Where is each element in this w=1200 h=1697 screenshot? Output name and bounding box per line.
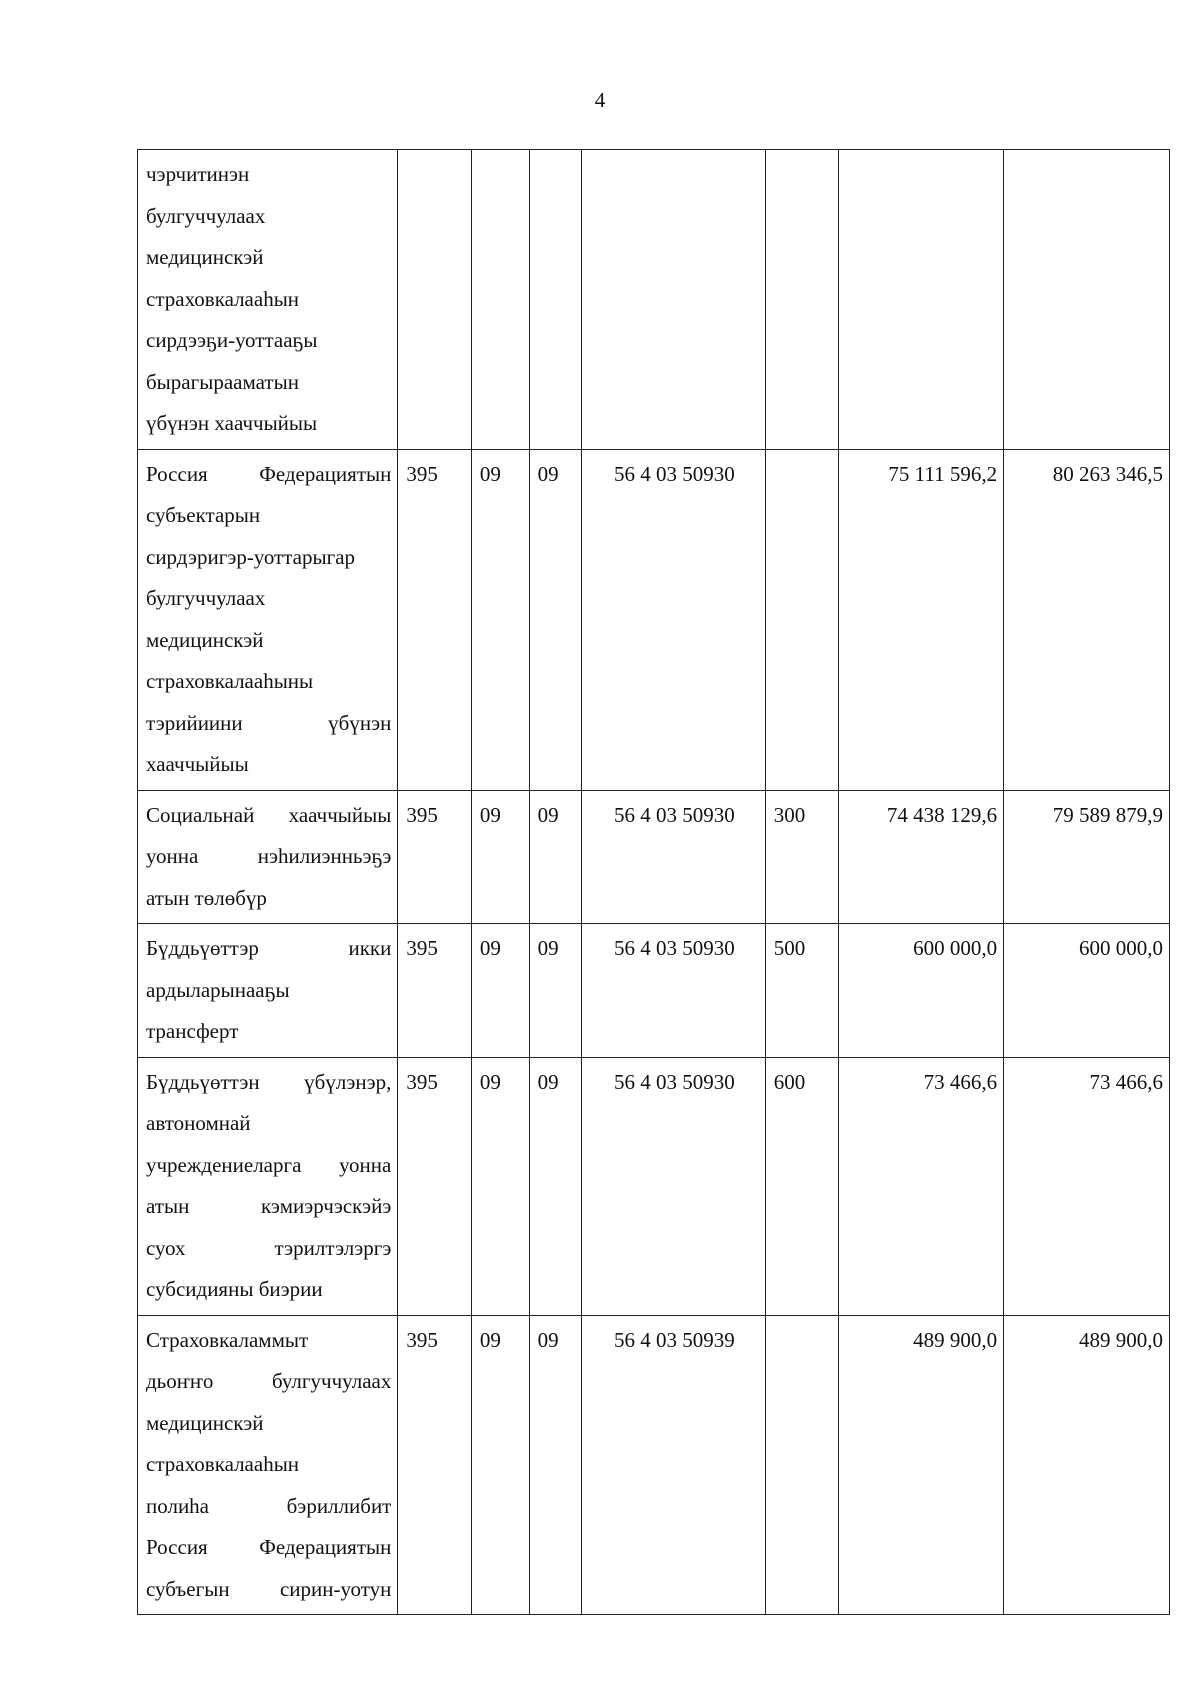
- row-description: [138, 790, 398, 924]
- description-line: бырагырааматын: [146, 369, 299, 394]
- amount-year-1: 489 900,0: [839, 1315, 1004, 1615]
- target-article-code: 56 4 03 50930: [582, 924, 766, 1058]
- budget-table: [137, 149, 1170, 1615]
- page-number: 4: [594, 88, 606, 112]
- description-line: сирдээҕи-уоттааҕы: [146, 328, 318, 352]
- description-line: медицинскэй: [146, 627, 264, 652]
- description-line: үбүнэн хааччыйыы: [146, 411, 318, 435]
- description-line: атын кэмиэрчэскэйэ: [146, 1194, 392, 1218]
- description-line: страховкалааһыны: [146, 669, 314, 693]
- description-line: ардыларынааҕы: [146, 977, 290, 1002]
- table-row: [138, 924, 1170, 1058]
- table-body: [138, 150, 1170, 1615]
- description-line: страховкалааһын: [146, 286, 300, 311]
- target-article-code: 56 4 03 50930: [582, 790, 766, 924]
- description-line: медицинскэй: [146, 245, 264, 269]
- table-row: [138, 449, 1170, 790]
- target-article-code: [582, 150, 766, 450]
- section-code: 09: [471, 449, 529, 790]
- row-description: [138, 150, 398, 450]
- description-line: тэрийиини үбүнэн: [146, 710, 392, 735]
- expense-type-code: 300: [765, 790, 838, 924]
- gr-code: [398, 150, 471, 450]
- description-line: автономнай: [146, 1111, 251, 1135]
- description-line: хааччыйыы: [146, 752, 249, 776]
- expense-type-code: 500: [765, 924, 838, 1058]
- target-article-code: 56 4 03 50930: [582, 449, 766, 790]
- amount-year-1: 74 438 129,6: [839, 790, 1004, 924]
- table-row: [138, 150, 1170, 450]
- gr-code: 395: [398, 924, 471, 1058]
- section-code: [471, 150, 529, 450]
- amount-year-1: 75 111 596,2: [839, 449, 1004, 790]
- gr-code: 395: [398, 790, 471, 924]
- subsection-code: 09: [529, 1057, 581, 1315]
- description-line: дьоҥҥо булгуччулаах: [146, 1369, 392, 1393]
- row-description: [138, 1315, 398, 1615]
- target-article-code: 56 4 03 50939: [582, 1315, 766, 1615]
- description-line: уонна нэһилиэнньэҕэ: [146, 844, 392, 868]
- subsection-code: [529, 150, 581, 450]
- subsection-code: 09: [529, 790, 581, 924]
- subsection-code: 09: [529, 924, 581, 1058]
- amount-year-2: 600 000,0: [1004, 924, 1170, 1058]
- row-description: [138, 924, 398, 1058]
- description-line: субъектарын: [146, 503, 261, 527]
- target-article-code: 56 4 03 50930: [582, 1057, 766, 1315]
- expense-type-code: [765, 1315, 838, 1615]
- gr-code: 395: [398, 1057, 471, 1315]
- amount-year-2: [1004, 150, 1170, 450]
- amount-year-1: [839, 150, 1004, 450]
- row-description: [138, 449, 398, 790]
- section-code: 09: [471, 924, 529, 1058]
- amount-year-2: 73 466,6: [1004, 1057, 1170, 1315]
- description-line: трансферт: [146, 1019, 239, 1043]
- amount-year-2: 80 263 346,5: [1004, 449, 1170, 790]
- expense-type-code: 600: [765, 1057, 838, 1315]
- description-line: Россия Федерациятын: [146, 1535, 392, 1559]
- amount-year-2: 489 900,0: [1004, 1315, 1170, 1615]
- expense-type-code: [765, 449, 838, 790]
- expense-type-code: [765, 150, 838, 450]
- gr-code: 395: [398, 449, 471, 790]
- description-line: булгуччулаах: [146, 586, 266, 610]
- description-line: Страховкаламмыт: [146, 1327, 309, 1352]
- description-line: медицинскэй: [146, 1410, 264, 1435]
- description-line: суох тэрилтэлэргэ: [146, 1235, 392, 1260]
- subsection-code: 09: [529, 1315, 581, 1615]
- table-row: [138, 1315, 1170, 1615]
- description-line: страховкалааһын: [146, 1452, 300, 1476]
- row-description: [138, 1057, 398, 1315]
- description-line: Социальнай хааччыйыы: [146, 802, 392, 827]
- description-line: субсидияны биэрии: [146, 1277, 323, 1301]
- description-line: Бүддьүөттэр икки: [146, 936, 392, 960]
- description-line: субъегын сирин-уотун: [146, 1576, 392, 1601]
- table-row: [138, 790, 1170, 924]
- description-line: Россия Федерациятын: [146, 461, 392, 486]
- description-line: учреждениеларга уонна: [146, 1152, 392, 1177]
- amount-year-1: 73 466,6: [839, 1057, 1004, 1315]
- description-line: булгуччулаах: [146, 203, 266, 228]
- section-code: 09: [471, 1315, 529, 1615]
- description-line: сирдэригэр-уоттарыгар: [146, 544, 356, 569]
- section-code: 09: [471, 790, 529, 924]
- section-code: 09: [471, 1057, 529, 1315]
- description-line: Бүддьүөттэн үбүлэнэр,: [146, 1069, 392, 1094]
- description-line: атын төлөбүр: [146, 885, 267, 910]
- description-line: полиһа бэриллибит: [146, 1493, 392, 1518]
- description-line: чэрчитинэн: [146, 162, 250, 186]
- gr-code: 395: [398, 1315, 471, 1615]
- amount-year-2: 79 589 879,9: [1004, 790, 1170, 924]
- subsection-code: 09: [529, 449, 581, 790]
- table-row: [138, 1057, 1170, 1315]
- amount-year-1: 600 000,0: [839, 924, 1004, 1058]
